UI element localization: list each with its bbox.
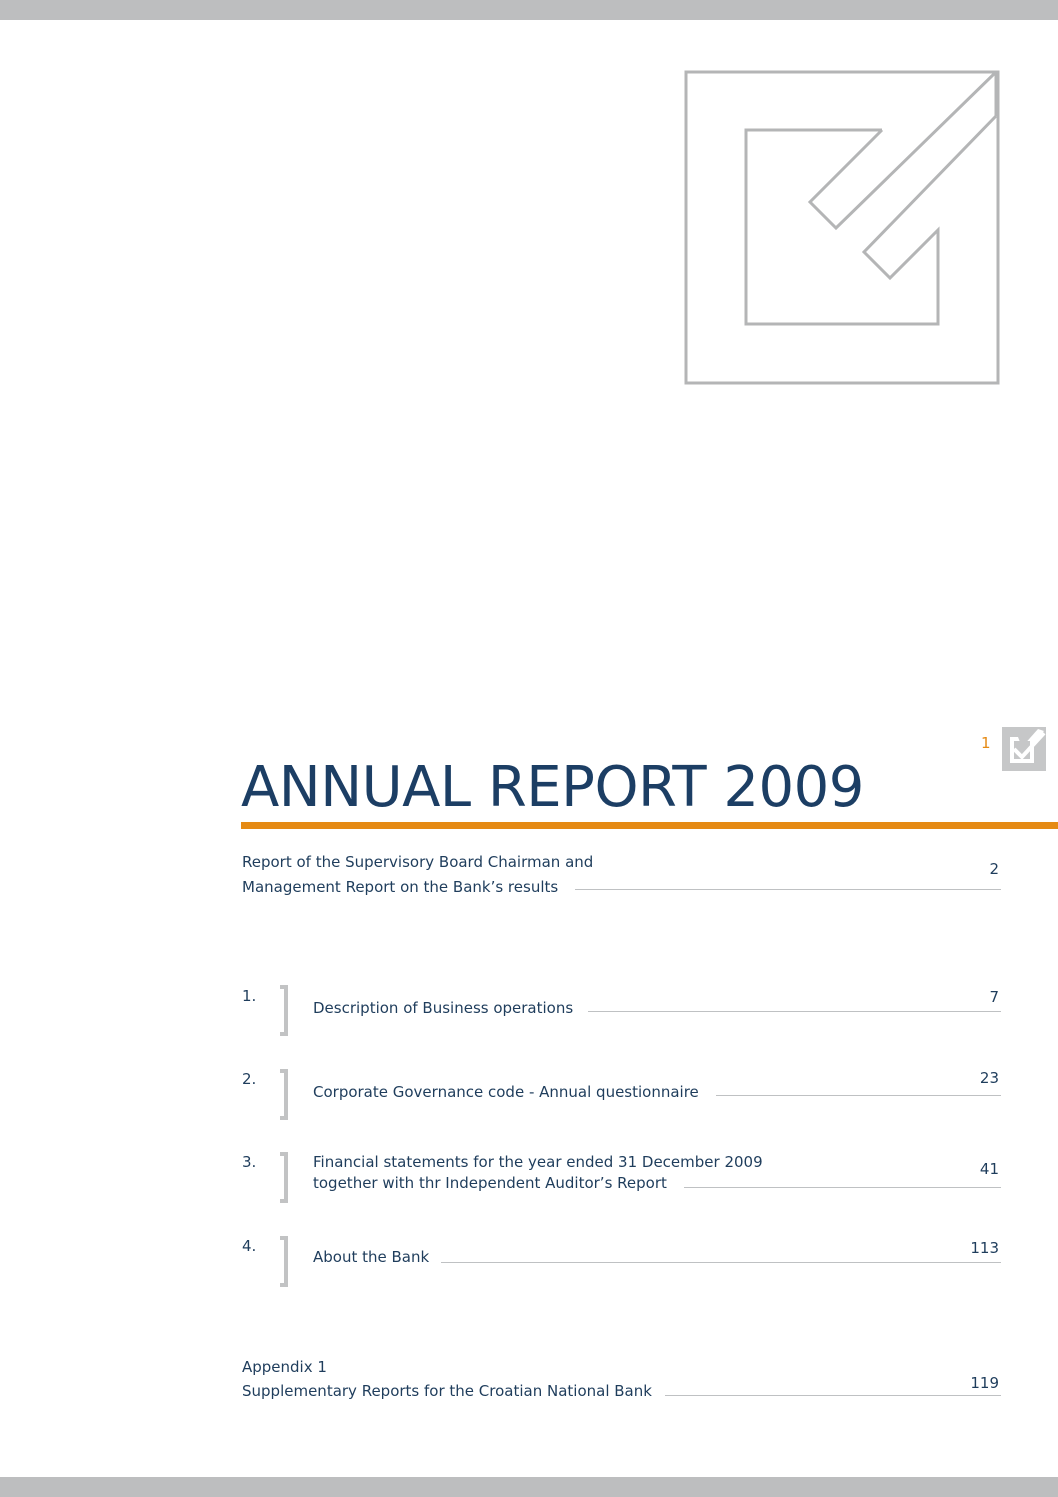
section-3-title-line-1: Financial statements for the year ended 31 December 2009 xyxy=(313,1153,763,1171)
section-3-bracket xyxy=(280,1152,288,1203)
section-4-page-number: 113 xyxy=(970,1239,999,1257)
bottom-band xyxy=(0,1477,1058,1497)
section-1-leader-line xyxy=(588,1011,1001,1012)
appendix-leader-line xyxy=(665,1395,1001,1396)
section-2-page-number: 23 xyxy=(979,1069,999,1087)
appendix-label: Appendix 1 xyxy=(242,1358,327,1376)
checkmark-square-small-icon xyxy=(1002,727,1046,771)
section-2-title: Corporate Governance code - Annual questionnaire xyxy=(313,1083,699,1101)
section-2-leader-line xyxy=(716,1095,1001,1096)
section-1-number: 1. xyxy=(242,987,257,1005)
section-3-leader-line xyxy=(684,1187,1001,1188)
section-4-title: About the Bank xyxy=(313,1248,430,1266)
section-1-title: Description of Business operations xyxy=(313,999,574,1017)
intro-leader-line xyxy=(575,889,1001,890)
section-2-number: 2. xyxy=(242,1070,257,1088)
section-4-number: 4. xyxy=(242,1237,257,1255)
section-3-title-line-2: together with thr Independent Auditor’s Report xyxy=(313,1174,667,1192)
intro-line-1: Report of the Supervisory Board Chairman and xyxy=(242,853,594,871)
appendix-page-number: 119 xyxy=(970,1374,999,1392)
intro-line-2: Management Report on the Bank’s results xyxy=(242,878,559,896)
page-number: 1 xyxy=(981,734,991,752)
section-4-leader-line xyxy=(441,1262,1001,1263)
intro-page-number: 2 xyxy=(989,860,999,878)
top-band xyxy=(0,0,1058,20)
section-3-page-number: 41 xyxy=(979,1160,999,1178)
title-underline xyxy=(241,822,1058,829)
section-4-bracket xyxy=(280,1236,288,1287)
section-1-page-number: 7 xyxy=(989,988,999,1006)
page-title: ANNUAL REPORT 2009 xyxy=(241,755,864,820)
checkmark-square-logo-icon xyxy=(684,70,1001,386)
section-1-bracket xyxy=(280,985,288,1036)
appendix-title: Supplementary Reports for the Croatian National Bank xyxy=(242,1382,652,1400)
section-3-number: 3. xyxy=(242,1153,257,1171)
section-2-bracket xyxy=(280,1069,288,1120)
